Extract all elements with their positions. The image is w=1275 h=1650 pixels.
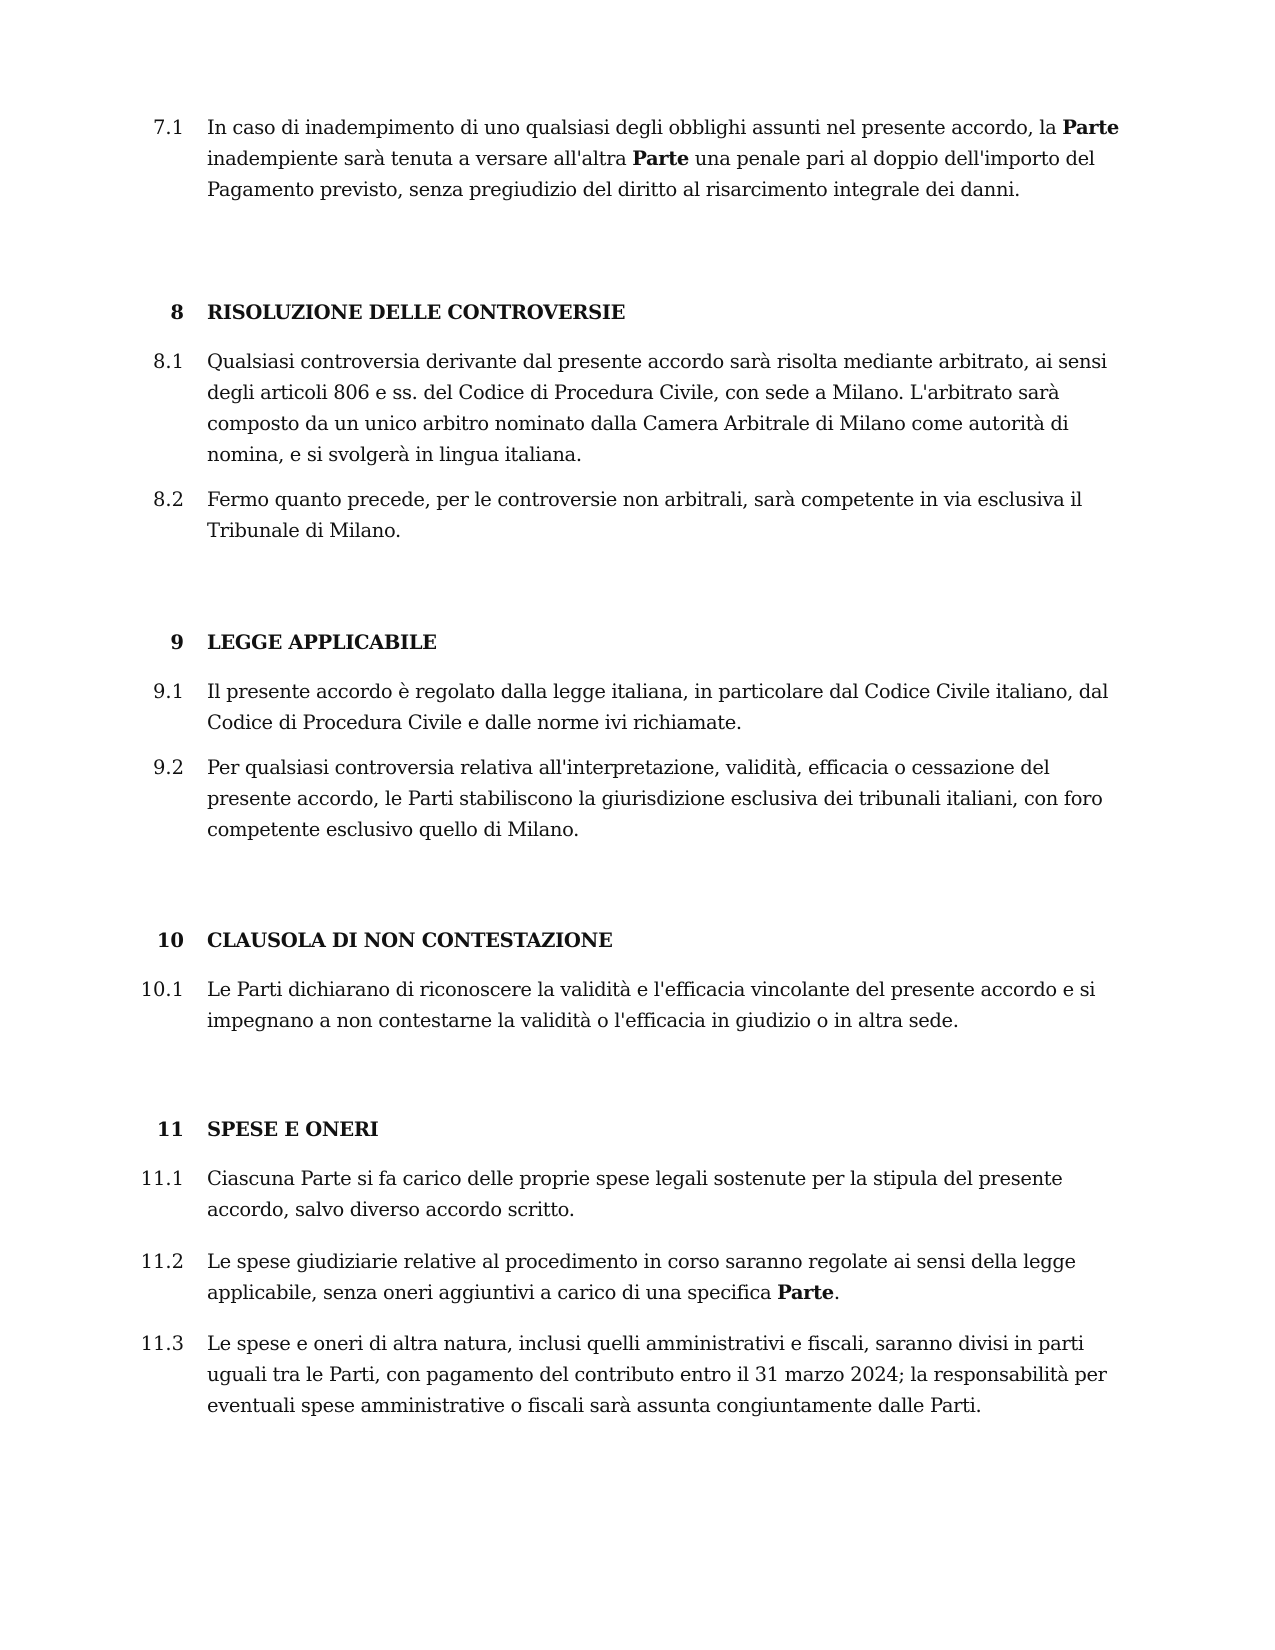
clause-number: 10.1 [140,978,184,1001]
section-title: RISOLUZIONE DELLE CONTROVERSIE [207,301,626,324]
clause-text: Le Parti dichiarano di riconoscere la validità e l'efficacia vincolante del presente accordo e si impegnano a non contestarne la validità o l'efficacia in giudizio o in altra sede. [207,978,1096,1032]
clause-number: 8.2 [152,488,184,511]
party-term: Parte [1062,116,1119,139]
clause-text: Le spese e oneri di altra natura, inclusi quelli amministrativi e fiscali, saranno divisi in parti uguali tra le Parti, con pagamento del contributo entro il 31 marzo 2024; la responsabilità per eventuali spese amministrative o fiscali sarà assunta congiuntamente dalle Parti. [207,1332,1107,1417]
section-number: 11 [156,1118,184,1141]
party-term: Parte [777,1281,834,1304]
section-title: CLAUSOLA DI NON CONTESTAZIONE [207,929,613,952]
clause-text: Qualsiasi controversia derivante dal presente accordo sarà risolta mediante arbitrato, ai sensi degli articoli 806 e ss. del Codice di Procedura Civile, con sede a Milano. L'arbitrato sarà composto da un unico arbitro nominato dalla Camera Arbitrale di Milano come autorità di nomina, e si svolgerà in lingua italiana. [207,350,1107,466]
clause-text: Le spese giudiziarie relative al procedimento in corso saranno regolate ai sensi della legge applicabile, senza oneri aggiuntivi a carico di una specifica Parte. [207,1250,1076,1304]
section-title: SPESE E ONERI [207,1118,379,1141]
clause-number: 11.3 [140,1332,184,1355]
clause-number: 11.2 [140,1250,184,1273]
section-number: 9 [170,631,184,654]
section-number: 10 [156,929,184,952]
clause-text: Ciascuna Parte si fa carico delle proprie spese legali sostenute per la stipula del presente accordo, salvo diverso accordo scritto. [207,1167,1063,1221]
clause-number: 11.1 [140,1167,184,1190]
party-term: Parte [632,147,689,170]
clause-text: Il presente accordo è regolato dalla legge italiana, in particolare dal Codice Civile italiano, dal Codice di Procedura Civile e dalle norme ivi richiamate. [207,680,1109,734]
clause-number: 9.1 [152,680,184,703]
clause-text: Per qualsiasi controversia relativa all'interpretazione, validità, efficacia o cessazione del presente accordo, le Parti stabiliscono la giurisdizione esclusiva dei tribunali italiani, con foro competente esclusivo quello di Milano. [207,756,1103,841]
clause-number: 8.1 [152,350,184,373]
section-number: 8 [170,301,184,324]
section-title: LEGGE APPLICABILE [207,631,437,654]
clause-text: In caso di inadempimento di uno qualsiasi degli obblighi assunti nel presente accordo, la Parte inadempiente sarà tenuta a versare all'altra Parte una penale pari al doppio dell'importo del Pagamento previsto, senza pregiudizio del diritto al risarcimento integrale dei danni. [207,116,1119,201]
clause-number: 9.2 [152,756,184,779]
clause-number: 7.1 [152,116,184,139]
clause-text: Fermo quanto precede, per le controversie non arbitrali, sarà competente in via esclusiva il Tribunale di Milano. [207,488,1083,542]
